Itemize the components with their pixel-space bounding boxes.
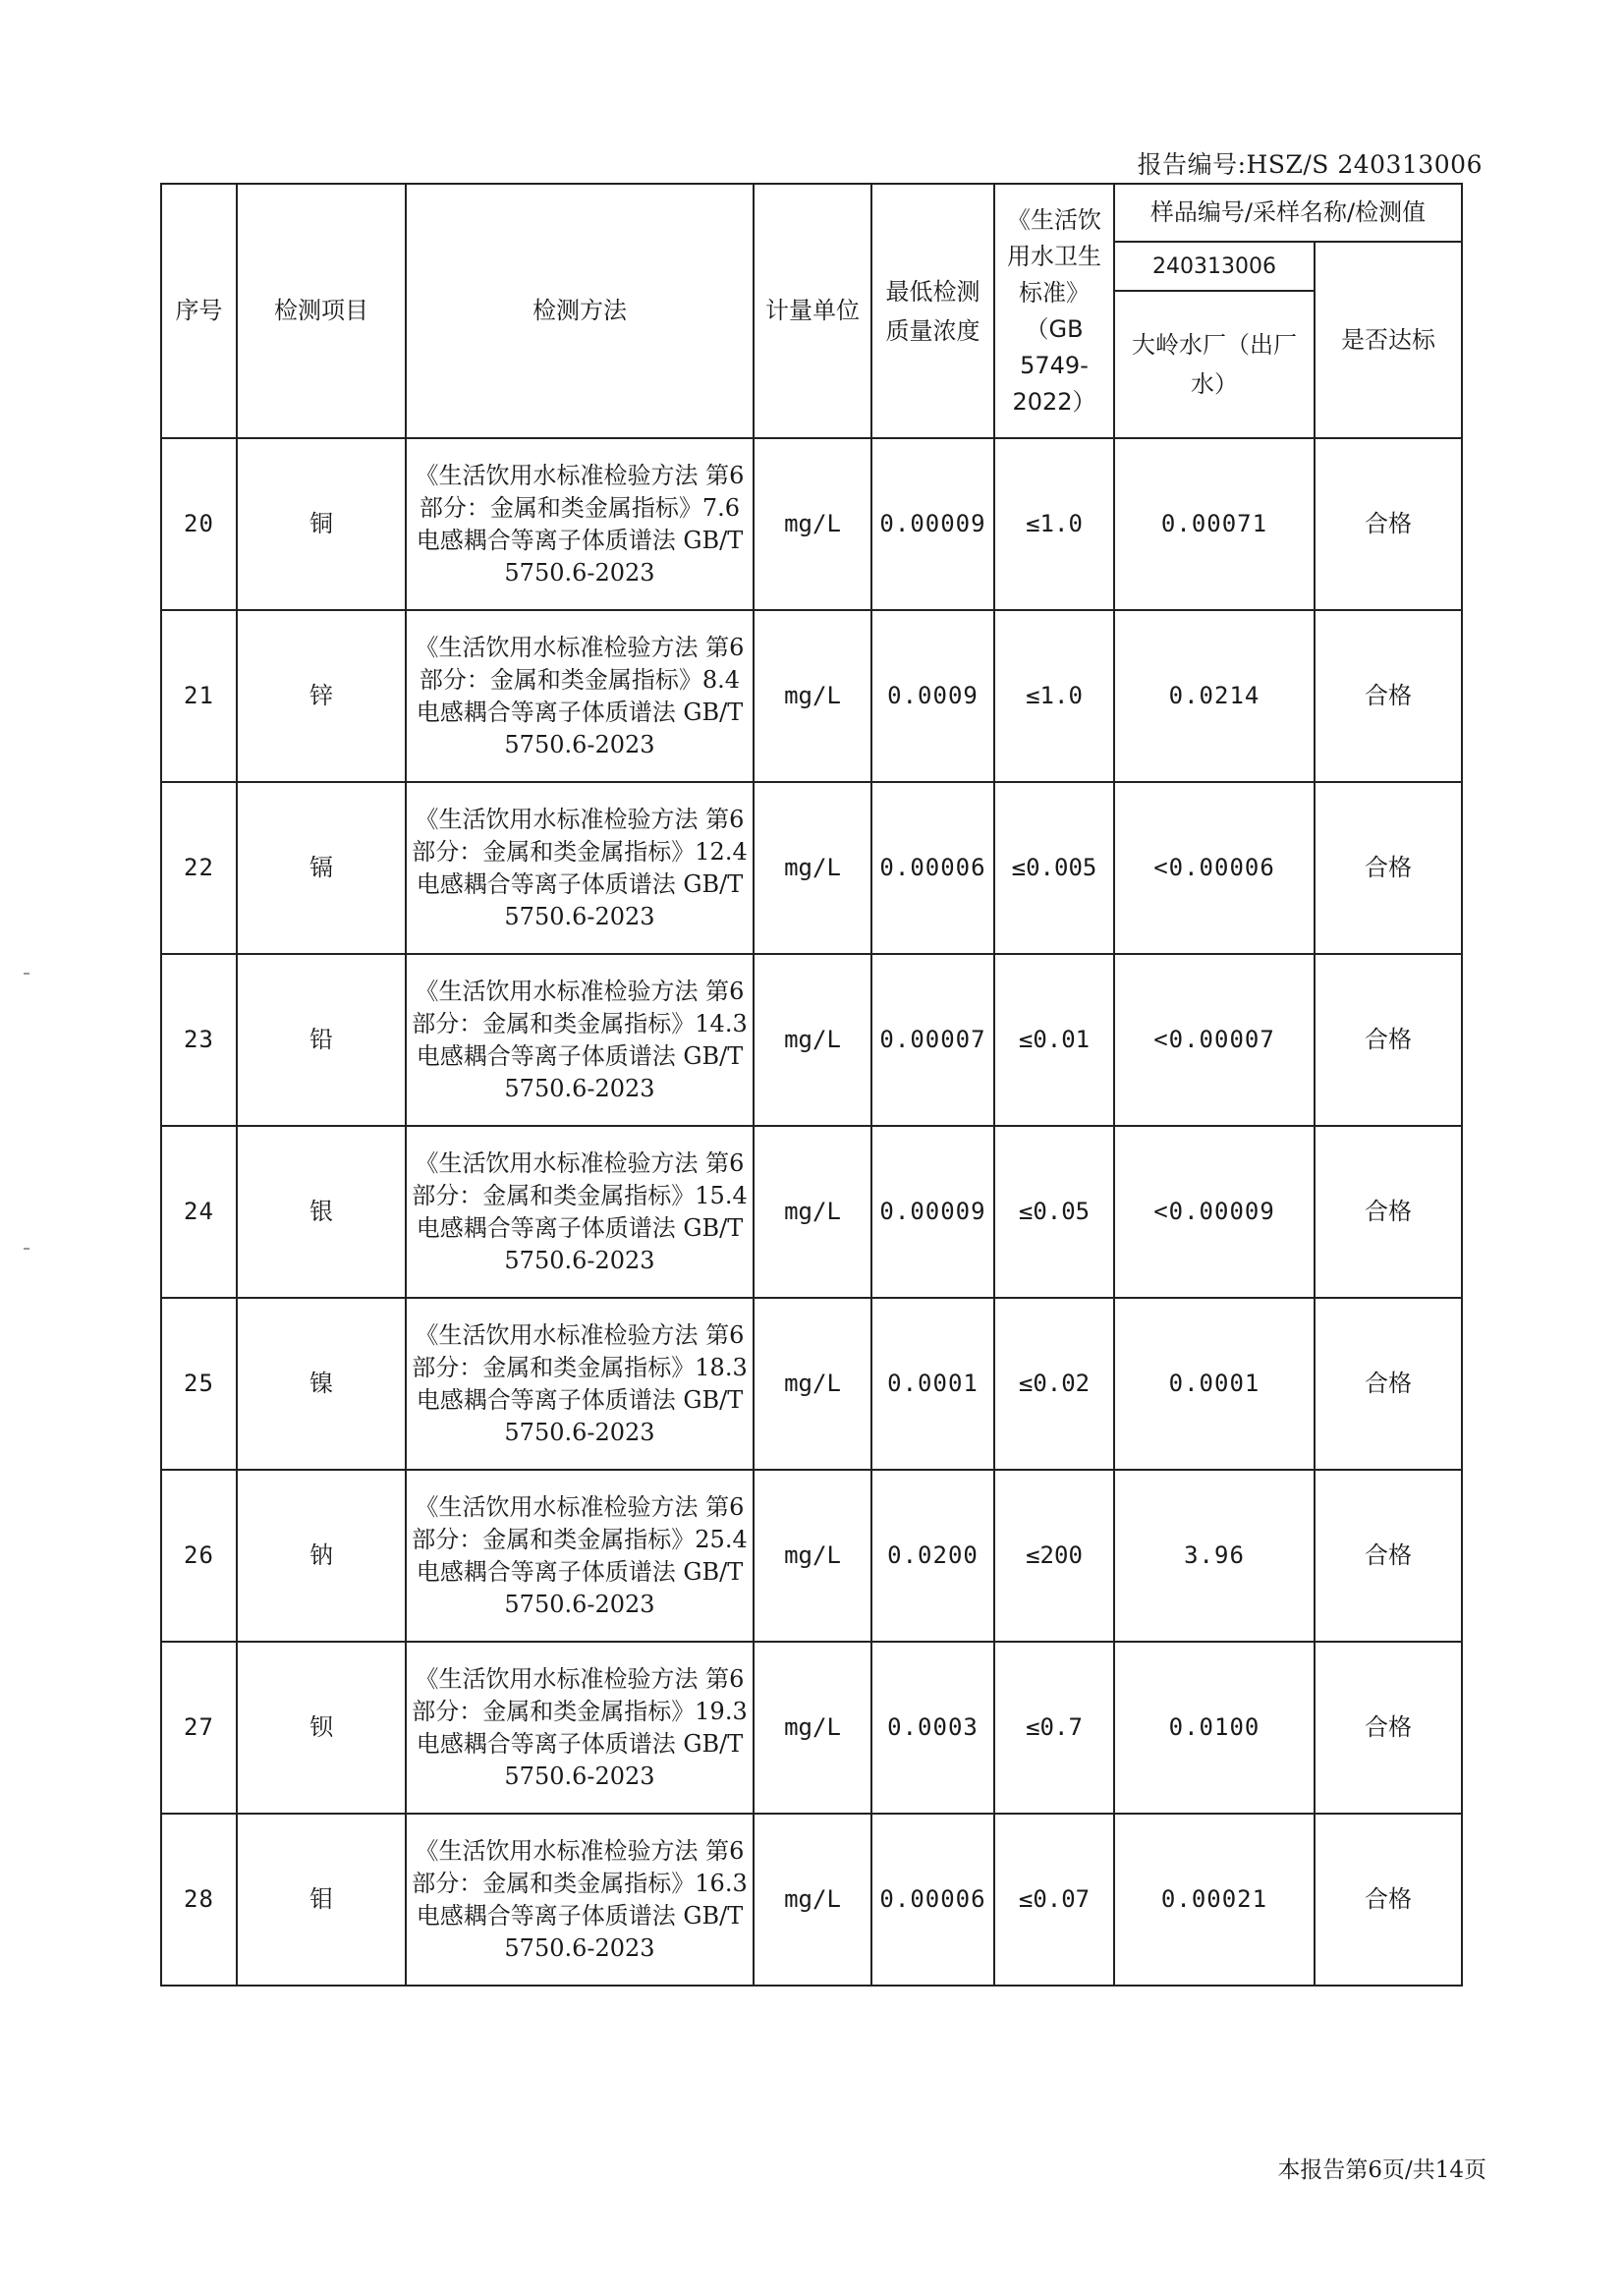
row-value: <0.00009 [1114, 1126, 1315, 1298]
row-unit: mg/L [754, 1814, 871, 1986]
table-body [161, 184, 1462, 1986]
row-standard: ≤1.0 [994, 438, 1114, 610]
row-unit: mg/L [754, 1470, 871, 1642]
header-sample-id: 240313006 [1114, 242, 1315, 291]
row-unit: mg/L [754, 1298, 871, 1470]
row-seq: 27 [161, 1642, 237, 1814]
row-standard: ≤0.7 [994, 1642, 1114, 1814]
row-method: 《生活饮用水标准检验方法 第6部分：金属和类金属指标》8.4 电感耦合等离子体质谱法 GB/T 5750.6-2023 [406, 610, 754, 782]
row-detection-limit: 0.00006 [871, 1814, 994, 1986]
table-row [161, 782, 1462, 954]
row-value: <0.00007 [1114, 954, 1315, 1126]
row-value: <0.00006 [1114, 782, 1315, 954]
row-item: 镉 [237, 782, 406, 954]
table-row [161, 1298, 1462, 1470]
row-detection-limit: 0.00007 [871, 954, 994, 1126]
row-seq: 26 [161, 1470, 237, 1642]
header-conform: 是否达标 [1315, 242, 1462, 438]
row-value: 3.96 [1114, 1470, 1315, 1642]
header-detection-limit: 最低检测质量浓度 [871, 184, 994, 438]
row-method: 《生活饮用水标准检验方法 第6部分：金属和类金属指标》18.3 电感耦合等离子体质谱法 GB/T 5750.6-2023 [406, 1298, 754, 1470]
row-standard: ≤200 [994, 1470, 1114, 1642]
row-result: 合格 [1315, 438, 1462, 610]
row-result: 合格 [1315, 1126, 1462, 1298]
row-standard: ≤1.0 [994, 610, 1114, 782]
row-item: 钠 [237, 1470, 406, 1642]
header-item: 检测项目 [237, 184, 406, 438]
header-seq: 序号 [161, 184, 237, 438]
row-result: 合格 [1315, 610, 1462, 782]
table-row [161, 1470, 1462, 1642]
row-unit: mg/L [754, 1642, 871, 1814]
row-value: 0.00071 [1114, 438, 1315, 610]
row-unit: mg/L [754, 1126, 871, 1298]
row-item: 镍 [237, 1298, 406, 1470]
table-row [161, 1814, 1462, 1986]
header-method: 检测方法 [406, 184, 754, 438]
row-item: 锌 [237, 610, 406, 782]
row-detection-limit: 0.00009 [871, 1126, 994, 1298]
row-item: 铅 [237, 954, 406, 1126]
row-seq: 25 [161, 1298, 237, 1470]
row-unit: mg/L [754, 782, 871, 954]
row-standard: ≤0.02 [994, 1298, 1114, 1470]
row-value: 0.0001 [1114, 1298, 1315, 1470]
header-unit: 计量单位 [754, 184, 871, 438]
row-standard: ≤0.07 [994, 1814, 1114, 1986]
row-method: 《生活饮用水标准检验方法 第6部分：金属和类金属指标》19.3 电感耦合等离子体质谱法 GB/T 5750.6-2023 [406, 1642, 754, 1814]
row-detection-limit: 0.0200 [871, 1470, 994, 1642]
row-method: 《生活饮用水标准检验方法 第6部分：金属和类金属指标》16.3 电感耦合等离子体质谱法 GB/T 5750.6-2023 [406, 1814, 754, 1986]
row-detection-limit: 0.0001 [871, 1298, 994, 1470]
report-number: 报告编号:HSZ/S 240313006 [1137, 150, 1483, 179]
table-row [161, 1642, 1462, 1814]
row-seq: 23 [161, 954, 237, 1126]
header-sample-name: 大岭水厂（出厂水） [1114, 291, 1315, 438]
margin-mark [24, 1248, 29, 1250]
row-unit: mg/L [754, 610, 871, 782]
row-result: 合格 [1315, 1814, 1462, 1986]
row-detection-limit: 0.00006 [871, 782, 994, 954]
row-value: 0.00021 [1114, 1814, 1315, 1986]
row-standard: ≤0.05 [994, 1126, 1114, 1298]
header-row-1 [161, 184, 1462, 242]
row-value: 0.0100 [1114, 1642, 1315, 1814]
row-unit: mg/L [754, 954, 871, 1126]
row-result: 合格 [1315, 1298, 1462, 1470]
row-value: 0.0214 [1114, 610, 1315, 782]
row-seq: 22 [161, 782, 237, 954]
row-standard: ≤0.005 [994, 782, 1114, 954]
row-method: 《生活饮用水标准检验方法 第6部分：金属和类金属指标》7.6 电感耦合等离子体质谱法 GB/T 5750.6-2023 [406, 438, 754, 610]
row-result: 合格 [1315, 954, 1462, 1126]
row-method: 《生活饮用水标准检验方法 第6部分：金属和类金属指标》12.4 电感耦合等离子体质谱法 GB/T 5750.6-2023 [406, 782, 754, 954]
row-standard: ≤0.01 [994, 954, 1114, 1126]
header-standard: 《生活饮用水卫生标准》（GB 5749-2022） [994, 184, 1114, 438]
row-item: 钡 [237, 1642, 406, 1814]
table-row [161, 954, 1462, 1126]
page-footer: 本报告第6页/共14页 [1277, 2157, 1486, 2183]
results-table [160, 183, 1463, 1987]
row-detection-limit: 0.0009 [871, 610, 994, 782]
margin-mark [24, 973, 29, 975]
header-sample-group: 样品编号/采样名称/检测值 [1114, 184, 1462, 242]
row-seq: 20 [161, 438, 237, 610]
row-method: 《生活饮用水标准检验方法 第6部分：金属和类金属指标》14.3 电感耦合等离子体质谱法 GB/T 5750.6-2023 [406, 954, 754, 1126]
row-item: 铜 [237, 438, 406, 610]
table-row [161, 438, 1462, 610]
table-row [161, 610, 1462, 782]
row-detection-limit: 0.0003 [871, 1642, 994, 1814]
row-seq: 28 [161, 1814, 237, 1986]
table-row [161, 1126, 1462, 1298]
row-seq: 24 [161, 1126, 237, 1298]
row-result: 合格 [1315, 1642, 1462, 1814]
row-unit: mg/L [754, 438, 871, 610]
row-result: 合格 [1315, 782, 1462, 954]
row-item: 银 [237, 1126, 406, 1298]
row-method: 《生活饮用水标准检验方法 第6部分：金属和类金属指标》15.4 电感耦合等离子体质谱法 GB/T 5750.6-2023 [406, 1126, 754, 1298]
row-detection-limit: 0.00009 [871, 438, 994, 610]
row-seq: 21 [161, 610, 237, 782]
row-method: 《生活饮用水标准检验方法 第6部分：金属和类金属指标》25.4 电感耦合等离子体质谱法 GB/T 5750.6-2023 [406, 1470, 754, 1642]
row-item: 钼 [237, 1814, 406, 1986]
row-result: 合格 [1315, 1470, 1462, 1642]
